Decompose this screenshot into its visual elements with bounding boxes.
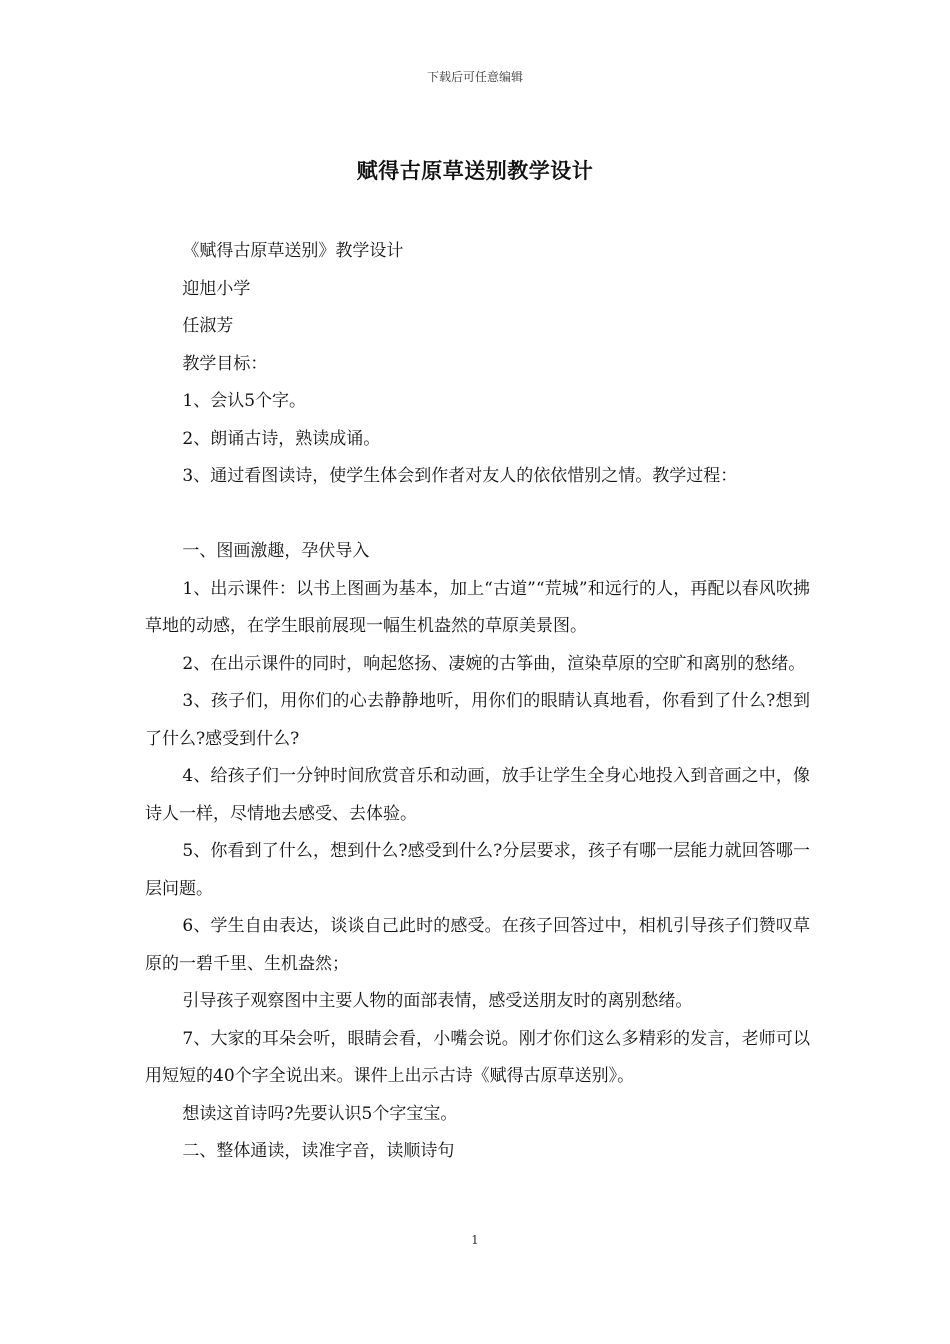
paragraph: 《赋得古原草送别》教学设计 (182, 241, 404, 261)
paragraph: 3、孩子们，用你们的心去静静地听，用你们的眼睛认真地看，你看到了什么?想到了什么?感受到什么? (145, 691, 810, 749)
paragraph: 5、你看到了什么，想到什么?感受到什么?分层要求，孩子有哪一层能力就回答哪一层问题。 (145, 841, 810, 899)
paragraph: 任淑芳 (182, 316, 234, 336)
paragraph: 2、朗诵古诗，熟读成诵。 (182, 428, 381, 449)
header-note: 下载后可任意编辑 (426, 70, 523, 84)
section-heading: 一、图画激趣，孕伏导入 (182, 541, 370, 561)
paragraph: 引导孩子观察图中主要人物的面部表情，感受送朋友时的离别愁绪。 (182, 991, 693, 1011)
section-heading: 二、整体通读，读准字音，读顺诗句 (182, 1141, 455, 1161)
paragraph: 迎旭小学 (182, 278, 251, 299)
paragraph: 6、学生自由表达，谈谈自己此时的感受。在孩子回答过中，相机引导孩子们赞叹草原的一碧千里、生机盎然； (145, 916, 810, 974)
paragraph: 2、在出示课件的同时，响起悠扬、凄婉的古筝曲，渲染草原的空旷和离别的愁绪。 (182, 653, 806, 674)
page-number: 1 (471, 1233, 479, 1247)
paragraph: 想读这首诗吗?先要认识5个字宝宝。 (182, 1103, 458, 1124)
blank-line (145, 496, 810, 534)
document-body (145, 233, 810, 1171)
page-title: 赋得古原草送别教学设计 (356, 159, 594, 183)
paragraph: 1、出示课件：以书上图画为基本，加上“古道”“荒城”和远行的人，再配以春风吹拂草地的动感，在学生眼前展现一幅生机盎然的草原美景图。 (145, 578, 810, 636)
paragraph: 教学目标： (182, 353, 268, 374)
paragraph: 3、通过看图读诗，使学生体会到作者对友人的依依惜别之情。教学过程： (182, 466, 738, 486)
paragraph: 7、大家的耳朵会听，眼睛会看，小嘴会说。刚才你们这么多精彩的发言，老师可以用短短的40个字全说出来。课件上出示古诗《赋得古原草送别》。 (145, 1028, 810, 1086)
paragraph: 1、会认5个字。 (182, 391, 307, 411)
paragraph: 4、给孩子们一分钟时间欣赏音乐和动画，放手让学生全身心地投入到音画之中，像诗人一样，尽情地去感受、去体验。 (145, 766, 810, 824)
